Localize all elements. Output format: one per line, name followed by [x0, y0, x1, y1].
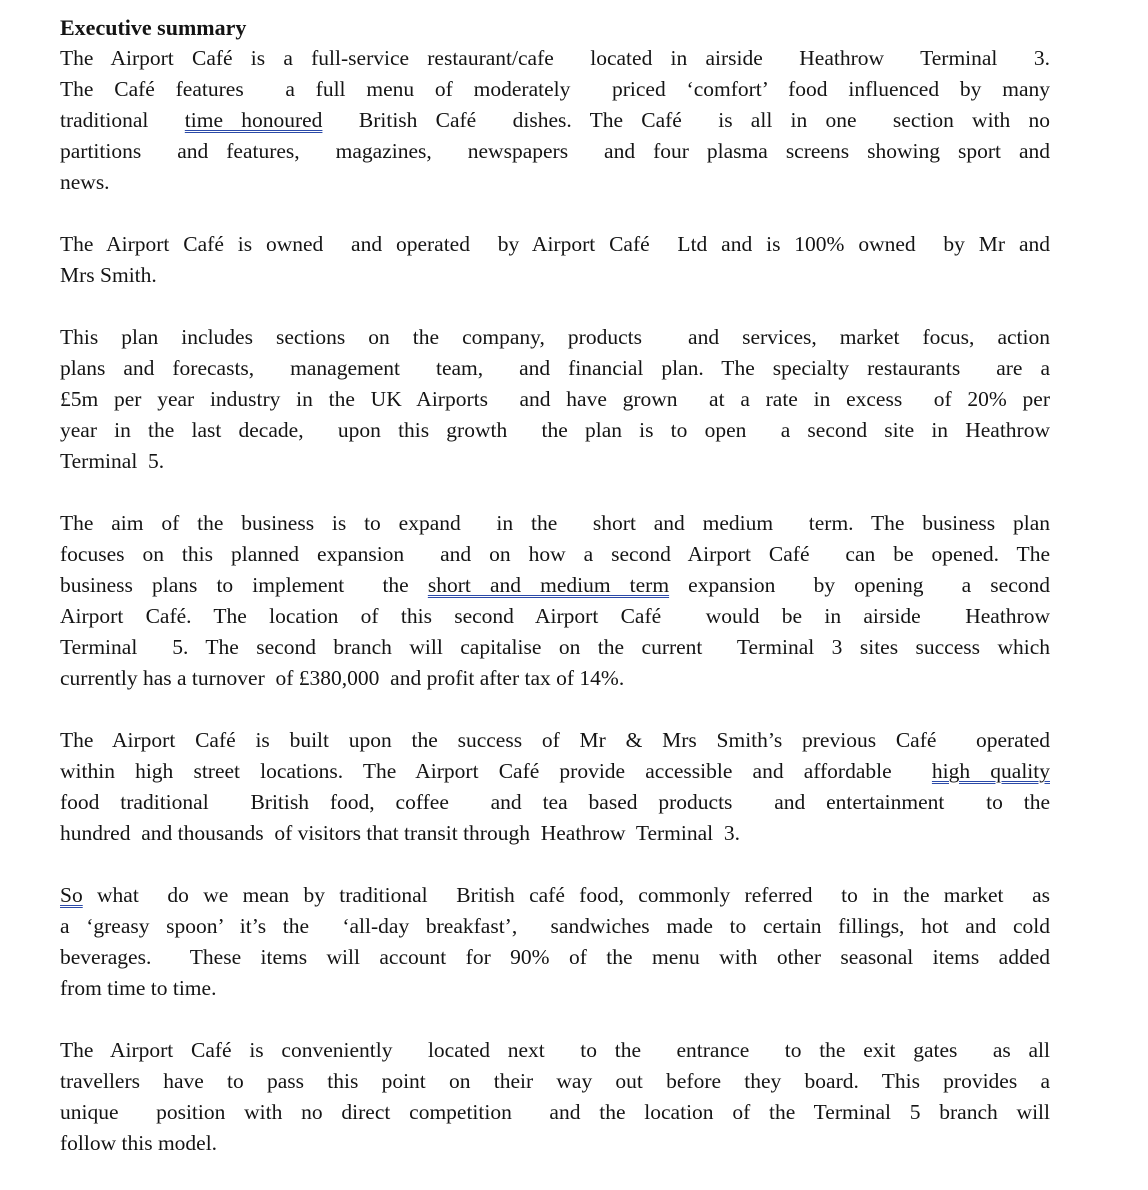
paragraph-line	[60, 136, 1050, 167]
paragraph-line	[60, 911, 1050, 942]
paragraph-line	[60, 1035, 1050, 1066]
paragraph	[60, 1035, 1050, 1159]
paragraph-line	[60, 539, 1050, 570]
line-text: from time to time.	[60, 976, 217, 1000]
line-text: plans and forecasts, management team, and financial plan. The specialty restaurants are a	[60, 356, 1050, 380]
paragraph-line	[60, 260, 1050, 291]
line-text: travellers have to pass this point on their way out before they board. This provides a	[60, 1069, 1050, 1093]
paragraph-line	[60, 756, 1050, 787]
line-text: Airport Café. The location of this second Airport Café would be in airside Heathrow	[60, 604, 1050, 628]
line-text: food traditional British food, coffee and tea based products and entertainment to the	[60, 790, 1050, 814]
line-text: what do we mean by traditional British café food, commonly referred to in the market as	[82, 883, 1050, 907]
line-text: £5m per year industry in the UK Airports and have grown at a rate in excess of 20% per	[60, 387, 1050, 411]
paragraph-line	[60, 229, 1050, 260]
paragraph	[60, 508, 1050, 694]
line-text: The Café features a full menu of moderately priced ‘comfort’ food influenced by many	[60, 77, 1050, 101]
line-text: This plan includes sections on the company, products and services, market focus, action	[60, 325, 1050, 349]
paragraph-line	[60, 942, 1050, 973]
paragraph	[60, 880, 1050, 1004]
paragraph	[60, 229, 1050, 291]
line-text: focuses on this planned expansion and on how a second Airport Café can be opened. The	[60, 542, 1050, 566]
line-text: partitions and features, magazines, newspapers and four plasma screens showing sport and	[60, 139, 1050, 163]
paragraph-line	[60, 167, 1050, 198]
paragraph	[60, 725, 1050, 849]
paragraph-line	[60, 353, 1050, 384]
paragraph-line	[60, 663, 1050, 694]
paragraph-line	[60, 508, 1050, 539]
paragraph-line	[60, 43, 1050, 74]
paragraph-line	[60, 818, 1050, 849]
paragraph-line	[60, 1097, 1050, 1128]
paragraph-line	[60, 322, 1050, 353]
line-text: The Airport Café is owned and operated by Airport Café Ltd and is 100% owned by Mr and	[60, 232, 1050, 256]
line-text: The aim of the business is to expand in the short and medium term. The business plan	[60, 511, 1050, 535]
line-text: traditional	[60, 108, 185, 132]
line-text: within high street locations. The Airport Café provide accessible and affordable	[60, 759, 932, 783]
paragraph-line	[60, 725, 1050, 756]
line-text: a ‘greasy spoon’ it’s the ‘all-day breakfast’, sandwiches made to certain fillings, hot and cold	[60, 914, 1050, 938]
paragraph-line	[60, 880, 1050, 911]
paragraph-line	[60, 787, 1050, 818]
paragraph-line	[60, 74, 1050, 105]
paragraph	[60, 322, 1050, 477]
line-text: British Café dishes. The Café is all in one section with no	[322, 108, 1050, 132]
line-text: The Airport Café is a full-service restaurant/cafe located in airside Heathrow Terminal 3.	[60, 46, 1050, 70]
paragraph-line	[60, 570, 1050, 601]
line-text: year in the last decade, upon this growth the plan is to open a second site in Heathrow	[60, 418, 1050, 442]
section-heading: Executive summary	[60, 15, 247, 40]
paragraph-line	[60, 105, 1050, 136]
line-text: expansion by opening a second	[669, 573, 1050, 597]
paragraph-line	[60, 415, 1050, 446]
grammar-flagged-phrase: So	[60, 883, 83, 907]
line-text: beverages. These items will account for 90% of the menu with other seasonal items added	[60, 945, 1050, 969]
line-text: hundred and thousands of visitors that transit through Heathrow Terminal 3.	[60, 821, 741, 845]
paragraph-line	[60, 632, 1050, 663]
line-text: Terminal 5.	[60, 449, 165, 473]
grammar-flagged-phrase: short and medium term	[427, 573, 670, 597]
line-text: news.	[60, 170, 110, 194]
line-text: Mrs Smith.	[60, 263, 157, 287]
document-body	[60, 43, 1050, 1159]
paragraph-line	[60, 446, 1050, 477]
line-text: follow this model.	[60, 1131, 218, 1155]
paragraph-line	[60, 973, 1050, 1004]
grammar-flagged-phrase: high quality	[931, 759, 1050, 783]
line-text: business plans to implement the	[60, 573, 428, 597]
paragraph-line	[60, 601, 1050, 632]
grammar-flagged-phrase: time honoured	[184, 108, 323, 132]
paragraph-line	[60, 1066, 1050, 1097]
line-text: Terminal 5. The second branch will capitalise on the current Terminal 3 sites success which	[60, 635, 1050, 659]
paragraph	[60, 43, 1050, 198]
line-text: currently has a turnover of £380,000 and profit after tax of 14%.	[60, 666, 625, 690]
line-text: The Airport Café is conveniently located next to the entrance to the exit gates as all	[60, 1038, 1050, 1062]
paragraph-line	[60, 1128, 1050, 1159]
paragraph-line	[60, 384, 1050, 415]
document-page	[60, 12, 1050, 1190]
line-text: unique position with no direct competition and the location of the Terminal 5 branch will	[60, 1100, 1050, 1124]
line-text: The Airport Café is built upon the success of Mr & Mrs Smith’s previous Café operated	[60, 728, 1050, 752]
